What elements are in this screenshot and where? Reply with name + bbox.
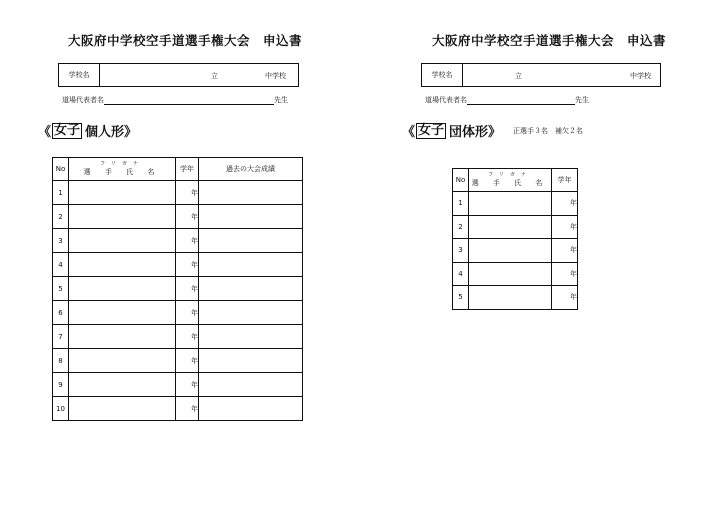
left-row-grade-cell[interactable]: 年 xyxy=(176,277,199,301)
right-row-name-cell[interactable] xyxy=(469,262,552,286)
left-header-name-text: 選 手 氏 名 xyxy=(83,168,161,176)
left-row-number: 4 xyxy=(53,253,69,277)
right-row-number: 5 xyxy=(453,286,469,310)
left-row-record-cell[interactable] xyxy=(199,277,303,301)
left-table-row xyxy=(53,277,303,301)
right-table-row xyxy=(453,286,578,310)
right-representative-line[interactable] xyxy=(425,95,589,105)
left-header-name xyxy=(69,158,176,181)
right-row-grade-cell[interactable]: 年 xyxy=(552,239,578,263)
right-table-row xyxy=(453,262,578,286)
left-table-row xyxy=(53,253,303,277)
left-section-gender-box: 女子 xyxy=(54,122,81,138)
left-row-record-cell[interactable] xyxy=(199,229,303,253)
left-rep-suffix: 先生 xyxy=(274,96,288,104)
left-row-name-cell[interactable] xyxy=(69,229,176,253)
left-table-row xyxy=(53,205,303,229)
left-section-heading: 《 女子 個人形》 xyxy=(38,122,138,140)
left-row-grade-cell[interactable]: 年 xyxy=(176,301,199,325)
right-row-grade-cell[interactable]: 年 xyxy=(552,192,578,216)
left-row-number: 1 xyxy=(53,181,69,205)
left-row-number: 8 xyxy=(53,349,69,373)
left-row-number: 2 xyxy=(53,205,69,229)
left-header-record: 過去の大会成績 xyxy=(199,158,303,181)
left-row-grade-cell[interactable]: 年 xyxy=(176,373,199,397)
left-row-record-cell[interactable] xyxy=(199,253,303,277)
right-row-name-cell[interactable] xyxy=(469,286,552,310)
right-row-number: 2 xyxy=(453,215,469,239)
left-row-grade-cell[interactable]: 年 xyxy=(176,205,199,229)
right-section-note: 正選手３名 補欠２名 xyxy=(513,126,584,135)
left-row-name-cell[interactable] xyxy=(69,301,176,325)
right-row-name-cell[interactable] xyxy=(469,239,552,263)
left-section-event: 個人形》 xyxy=(85,125,138,140)
right-header-name xyxy=(469,169,552,192)
right-row-number: 1 xyxy=(453,192,469,216)
left-row-record-cell[interactable] xyxy=(199,181,303,205)
right-row-number: 3 xyxy=(453,239,469,263)
left-rep-label: 道場代表者名 xyxy=(62,96,104,104)
right-table-row xyxy=(453,192,578,216)
left-representative-line[interactable] xyxy=(62,95,288,105)
right-school-name-field[interactable] xyxy=(421,63,661,87)
left-form-title: 大阪府中学校空手道選手権大会 申込書 xyxy=(68,33,303,48)
left-table-row xyxy=(53,349,303,373)
right-rep-suffix: 先生 xyxy=(575,96,589,104)
left-table-row xyxy=(53,229,303,253)
left-row-name-cell[interactable] xyxy=(69,397,176,421)
left-row-number: 3 xyxy=(53,229,69,253)
right-row-grade-cell[interactable]: 年 xyxy=(552,215,578,239)
left-row-number: 5 xyxy=(53,277,69,301)
right-table-row xyxy=(453,215,578,239)
right-school-name-label: 学校名 xyxy=(422,64,463,86)
left-row-record-cell[interactable] xyxy=(199,373,303,397)
left-school-suffix: 中学校 xyxy=(265,72,286,80)
right-row-grade-cell[interactable]: 年 xyxy=(552,262,578,286)
left-row-name-cell[interactable] xyxy=(69,373,176,397)
right-form-title: 大阪府中学校空手道選手権大会 申込書 xyxy=(432,33,667,48)
left-row-record-cell[interactable] xyxy=(199,301,303,325)
left-row-name-cell[interactable] xyxy=(69,325,176,349)
right-header-grade: 学年 xyxy=(552,169,578,192)
left-row-name-cell[interactable] xyxy=(69,253,176,277)
right-header-name-text: 選 手 氏 名 xyxy=(471,179,549,187)
left-row-name-cell[interactable] xyxy=(69,181,176,205)
left-row-record-cell[interactable] xyxy=(199,397,303,421)
left-table-row xyxy=(53,373,303,397)
right-row-name-cell[interactable] xyxy=(469,192,552,216)
right-school-ritsu: 立 xyxy=(515,72,522,80)
right-row-name-cell[interactable] xyxy=(469,215,552,239)
right-rep-label: 道場代表者名 xyxy=(425,96,467,104)
left-row-record-cell[interactable] xyxy=(199,205,303,229)
right-section-event: 団体形》 xyxy=(449,125,502,140)
left-school-ritsu: 立 xyxy=(211,72,218,80)
left-row-name-cell[interactable] xyxy=(69,277,176,301)
left-row-grade-cell[interactable]: 年 xyxy=(176,229,199,253)
right-row-number: 4 xyxy=(453,262,469,286)
right-header-furigana: フリガナ xyxy=(488,172,532,178)
left-row-grade-cell[interactable]: 年 xyxy=(176,253,199,277)
left-table-header xyxy=(53,158,303,181)
left-entry-table xyxy=(52,157,303,421)
right-entry-table xyxy=(452,168,578,310)
left-row-number: 6 xyxy=(53,301,69,325)
left-row-grade-cell[interactable]: 年 xyxy=(176,181,199,205)
right-header-no: No xyxy=(453,169,469,192)
left-header-no: No xyxy=(53,158,69,181)
right-school-suffix: 中学校 xyxy=(630,72,651,80)
left-table-row xyxy=(53,397,303,421)
left-row-grade-cell[interactable]: 年 xyxy=(176,397,199,421)
left-row-number: 7 xyxy=(53,325,69,349)
right-section-gender-box: 女子 xyxy=(418,122,445,138)
left-school-name-label: 学校名 xyxy=(59,64,100,86)
right-table-header xyxy=(453,169,578,192)
right-table-row xyxy=(453,239,578,263)
left-row-name-cell[interactable] xyxy=(69,205,176,229)
left-row-grade-cell[interactable]: 年 xyxy=(176,349,199,373)
left-row-number: 9 xyxy=(53,373,69,397)
left-row-grade-cell[interactable]: 年 xyxy=(176,325,199,349)
left-row-record-cell[interactable] xyxy=(199,325,303,349)
left-row-name-cell[interactable] xyxy=(69,349,176,373)
left-row-number: 10 xyxy=(53,397,69,421)
left-table-row xyxy=(53,301,303,325)
left-header-furigana: フリガナ xyxy=(100,161,144,167)
left-table-row xyxy=(53,325,303,349)
left-school-name-field[interactable] xyxy=(58,63,299,87)
left-table-row xyxy=(53,181,303,205)
left-row-record-cell[interactable] xyxy=(199,349,303,373)
right-row-grade-cell[interactable]: 年 xyxy=(552,286,578,310)
right-section-heading: 《 女子 団体形》 正選手３名 補欠２名 xyxy=(402,122,584,140)
left-header-grade: 学年 xyxy=(176,158,199,181)
